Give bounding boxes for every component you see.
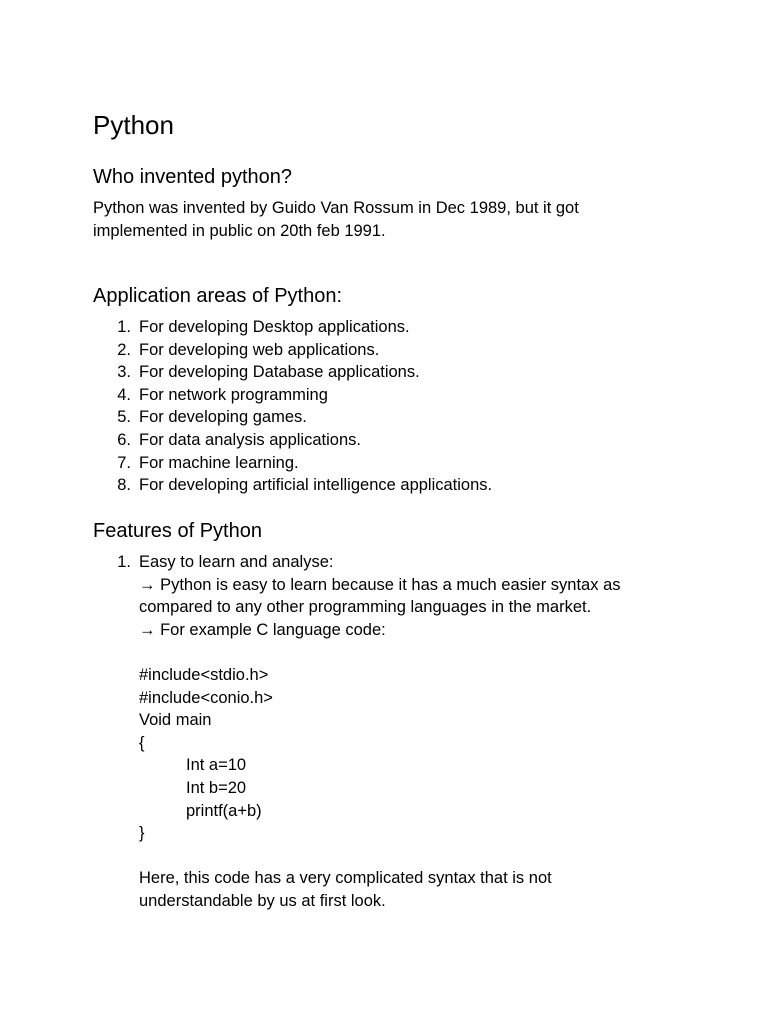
note-line: understandable by us at first look. — [139, 891, 386, 910]
note-line: Here, this code has a very complicated syntax that is not — [139, 869, 552, 888]
list-item — [93, 384, 713, 407]
list-item-text: For developing Database applications. — [139, 363, 420, 382]
list-item-text: For developing Desktop applications. — [139, 318, 410, 336]
list-item — [93, 452, 713, 475]
list-number: 8. — [117, 476, 131, 495]
code-line: } — [139, 824, 145, 843]
code-line: { — [139, 733, 145, 752]
list-item-text: For developing web applications. — [139, 340, 380, 359]
list-number: 1. — [117, 318, 131, 336]
blank-line — [139, 845, 699, 868]
features-list — [93, 551, 713, 574]
code-line: #include<stdio.h> — [139, 665, 269, 684]
list-number: 1. — [117, 553, 131, 571]
list-item-text: For developing games. — [139, 408, 307, 427]
list-item — [93, 551, 713, 574]
code-line: Void main — [139, 711, 212, 730]
list-number: 5. — [117, 408, 131, 427]
list-item — [93, 316, 713, 339]
list-item-text: For developing artificial intelligence applications. — [139, 476, 493, 495]
list-item — [93, 474, 713, 497]
description-line: compared to any other programming languages in the market. — [139, 598, 592, 617]
list-item — [93, 361, 713, 384]
blank-line — [139, 641, 699, 664]
paragraph-line: implemented in public on 20th feb 1991. — [93, 221, 386, 240]
heading-who-invented: Who invented python? — [93, 166, 293, 188]
code-line: #include<conio.h> — [139, 688, 273, 707]
application-areas-list — [93, 316, 713, 497]
description-line: → For example C language code: — [139, 620, 386, 639]
code-line: Int b=20 — [186, 778, 247, 797]
heading-features: Features of Python — [93, 520, 262, 542]
list-item — [93, 406, 713, 429]
document-title: Python — [93, 110, 174, 140]
list-number: 7. — [117, 453, 131, 472]
list-number: 6. — [117, 430, 131, 449]
list-item-text: For data analysis applications. — [139, 430, 361, 449]
list-item — [93, 429, 713, 452]
list-item — [93, 339, 713, 362]
feature-title: Easy to learn and analyse: — [139, 553, 334, 571]
list-number: 4. — [117, 385, 131, 404]
code-line: Int a=10 — [186, 756, 247, 775]
heading-application-areas: Application areas of Python: — [93, 285, 343, 307]
list-item-text: For machine learning. — [139, 453, 299, 472]
code-line: printf(a+b) — [186, 801, 262, 820]
paragraph-line: Python was invented by Guido Van Rossum in Dec 1989, but it got — [93, 199, 579, 217]
list-number: 2. — [117, 340, 131, 359]
list-number: 3. — [117, 363, 131, 382]
list-item-text: For network programming — [139, 385, 328, 404]
feature-description — [139, 574, 699, 913]
paragraph-invention — [93, 197, 693, 242]
description-line: → Python is easy to learn because it has a much easier syntax as — [139, 575, 621, 594]
code-block — [139, 664, 699, 845]
